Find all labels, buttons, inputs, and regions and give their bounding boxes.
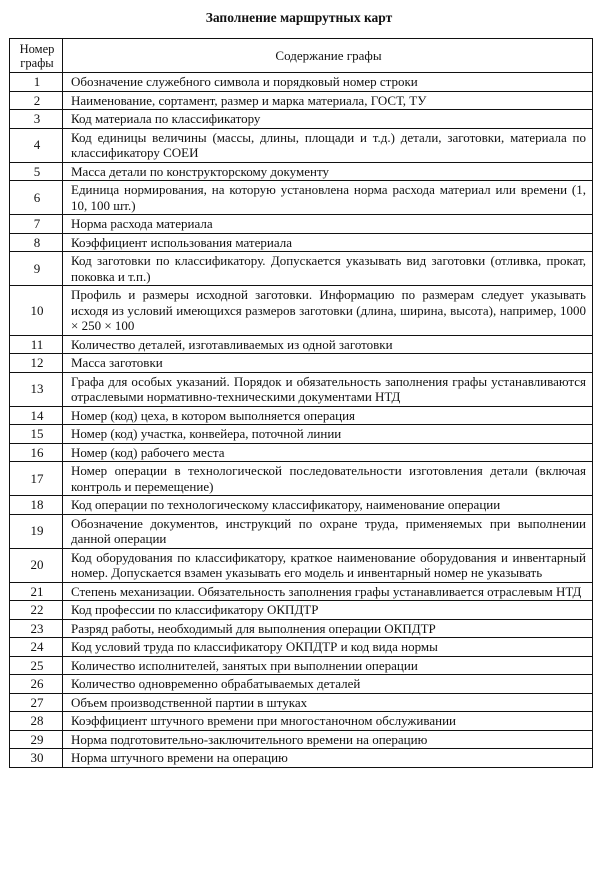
table-row <box>10 638 593 657</box>
column-header-number <box>10 39 63 73</box>
table-body <box>10 73 593 768</box>
table-row <box>10 712 593 731</box>
row-content-cell: Код операции по технологическому классификатору, наименование операции <box>63 496 593 515</box>
row-number-cell: 10 <box>10 286 63 336</box>
row-content-cell: Количество исполнителей, занятых при выполнении операции <box>63 656 593 675</box>
row-number-cell: 17 <box>10 462 63 496</box>
column-header-content: Содержание графы <box>63 39 593 73</box>
table-row <box>10 181 593 215</box>
table-row <box>10 749 593 768</box>
route-card-table <box>9 38 593 768</box>
table-row <box>10 496 593 515</box>
table-header-row <box>10 39 593 73</box>
row-number-cell: 12 <box>10 354 63 373</box>
row-number-cell: 18 <box>10 496 63 515</box>
row-content-cell: Наименование, сортамент, размер и марка материала, ГОСТ, ТУ <box>63 91 593 110</box>
table-row <box>10 128 593 162</box>
row-content-cell: Норма штучного времени на операцию <box>63 749 593 768</box>
table-row <box>10 406 593 425</box>
row-content-cell: Коэффициент штучного времени при многостаночном обслуживании <box>63 712 593 731</box>
row-content-cell: Масса заготовки <box>63 354 593 373</box>
row-number-cell: 26 <box>10 675 63 694</box>
row-content-cell: Норма расхода материала <box>63 215 593 234</box>
row-content-cell: Объем производственной партии в штуках <box>63 693 593 712</box>
row-number-cell: 8 <box>10 233 63 252</box>
row-content-cell: Разряд работы, необходимый для выполнения операции ОКПДТР <box>63 619 593 638</box>
row-content-cell: Обозначение документов, инструкций по охране труда, применяемых при выполнении данной операции <box>63 514 593 548</box>
row-number-cell: 7 <box>10 215 63 234</box>
table-row <box>10 162 593 181</box>
table-row <box>10 601 593 620</box>
row-content-cell: Номер (код) участка, конвейера, поточной линии <box>63 425 593 444</box>
row-content-cell: Номер (код) рабочего места <box>63 443 593 462</box>
row-content-cell: Коэффициент использования материала <box>63 233 593 252</box>
row-content-cell: Код оборудования по классификатору, краткое наименование оборудования и инвентарный номер. Допускается взамен указывать его модель и инвентарный номер не указывать <box>63 548 593 582</box>
row-number-cell: 27 <box>10 693 63 712</box>
table-row <box>10 548 593 582</box>
row-content-cell: Количество деталей, изготавливаемых из одной заготовки <box>63 335 593 354</box>
table-row <box>10 286 593 336</box>
table-row <box>10 110 593 129</box>
row-content-cell: Код единицы величины (массы, длины, площади и т.д.) детали, заготовки, материала по классификатору СОЕИ <box>63 128 593 162</box>
table-row <box>10 354 593 373</box>
table-row <box>10 693 593 712</box>
table-row <box>10 462 593 496</box>
table-row <box>10 619 593 638</box>
row-number-cell: 14 <box>10 406 63 425</box>
row-content-cell: Степень механизации. Обязательность заполнения графы устанавливается отраслевым НТД <box>63 582 593 601</box>
row-number-cell: 1 <box>10 73 63 92</box>
row-number-cell: 11 <box>10 335 63 354</box>
row-number-cell: 30 <box>10 749 63 768</box>
table-row <box>10 233 593 252</box>
row-number-cell: 6 <box>10 181 63 215</box>
table-row <box>10 656 593 675</box>
row-number-cell: 22 <box>10 601 63 620</box>
row-content-cell: Единица нормирования, на которую установлена норма расхода материал или времени (1, 10, 100 шт.) <box>63 181 593 215</box>
row-content-cell: Код условий труда по классификатору ОКПДТР и код вида нормы <box>63 638 593 657</box>
table-row <box>10 252 593 286</box>
row-content-cell: Профиль и размеры исходной заготовки. Информацию по размерам следует указывать исходя из условий имеющихся размеров заготовки (длина, ширина, высота), например, 1000 × 250 × 100 <box>63 286 593 336</box>
row-number-cell: 24 <box>10 638 63 657</box>
row-number-cell: 25 <box>10 656 63 675</box>
row-content-cell: Код заготовки по классификатору. Допускается указывать вид заготовки (отливка, прокат, поковка и т.п.) <box>63 252 593 286</box>
table-row <box>10 335 593 354</box>
row-number-cell: 3 <box>10 110 63 129</box>
row-number-cell: 23 <box>10 619 63 638</box>
table-row <box>10 675 593 694</box>
row-number-cell: 5 <box>10 162 63 181</box>
row-number-cell: 19 <box>10 514 63 548</box>
column-header-number-line1: Номер <box>19 41 55 56</box>
row-content-cell: Номер операции в технологической последовательности изготовления детали (включая контроль и перемещение) <box>63 462 593 496</box>
table-row <box>10 582 593 601</box>
row-content-cell: Обозначение служебного символа и порядковый номер строки <box>63 73 593 92</box>
row-number-cell: 15 <box>10 425 63 444</box>
row-number-cell: 29 <box>10 730 63 749</box>
row-number-cell: 16 <box>10 443 63 462</box>
row-number-cell: 20 <box>10 548 63 582</box>
table-row <box>10 514 593 548</box>
table-row <box>10 91 593 110</box>
row-content-cell: Графа для особых указаний. Порядок и обязательность заполнения графы устанавливаются отраслевыми нормативно-техническими документами НТД <box>63 372 593 406</box>
row-content-cell: Количество одновременно обрабатываемых деталей <box>63 675 593 694</box>
table-row <box>10 443 593 462</box>
row-number-cell: 2 <box>10 91 63 110</box>
row-number-cell: 28 <box>10 712 63 731</box>
row-content-cell: Код профессии по классификатору ОКПДТР <box>63 601 593 620</box>
table-row <box>10 215 593 234</box>
row-number-cell: 4 <box>10 128 63 162</box>
table-row <box>10 425 593 444</box>
column-header-number-line2: графы <box>20 55 54 70</box>
row-content-cell: Норма подготовительно-заключительного времени на операцию <box>63 730 593 749</box>
row-content-cell: Масса детали по конструкторскому документу <box>63 162 593 181</box>
row-content-cell: Номер (код) цеха, в котором выполняется операция <box>63 406 593 425</box>
row-number-cell: 13 <box>10 372 63 406</box>
row-content-cell: Код материала по классификатору <box>63 110 593 129</box>
row-number-cell: 9 <box>10 252 63 286</box>
table-row <box>10 730 593 749</box>
document-title: Заполнение маршрутных карт <box>205 10 393 25</box>
row-number-cell: 21 <box>10 582 63 601</box>
table-row <box>10 372 593 406</box>
table-row <box>10 73 593 92</box>
